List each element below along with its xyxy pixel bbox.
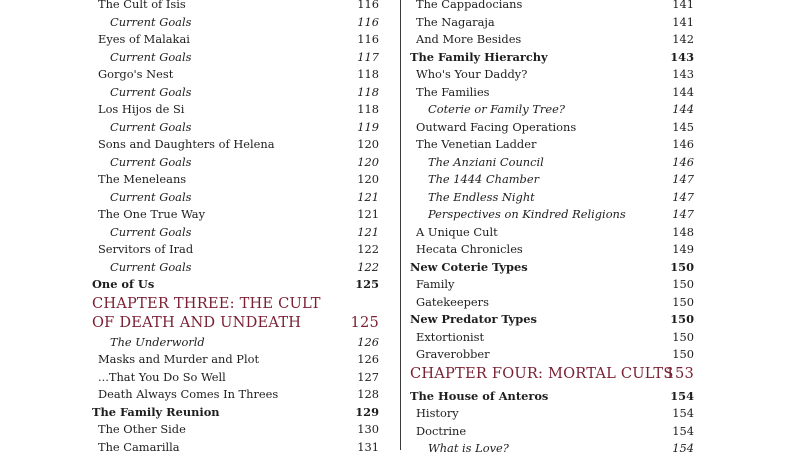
toc-entry[interactable] bbox=[92, 386, 379, 403]
toc-entry-title: Current Goals bbox=[110, 49, 192, 64]
toc-entry-title: Outward Facing Operations bbox=[416, 119, 577, 134]
toc-entry[interactable] bbox=[92, 439, 379, 456]
toc-entry[interactable] bbox=[92, 241, 379, 258]
toc-entry-title: The Nagaraja bbox=[416, 14, 495, 29]
toc-section-entry[interactable] bbox=[410, 388, 694, 405]
toc-subsection-entry[interactable] bbox=[410, 171, 694, 188]
toc-page-number: 118 bbox=[357, 102, 379, 116]
toc-page-number: 154 bbox=[672, 441, 694, 455]
toc-entry-title: Doctrine bbox=[416, 423, 467, 438]
toc-entry[interactable] bbox=[410, 423, 694, 440]
toc-entry-title: ...That You Do So Well bbox=[98, 369, 226, 384]
toc-page-number: 153 bbox=[665, 364, 694, 382]
toc-entry[interactable] bbox=[92, 136, 379, 153]
toc-subsection-entry[interactable] bbox=[410, 189, 694, 206]
toc-entry[interactable] bbox=[410, 294, 694, 311]
toc-entry[interactable] bbox=[92, 369, 379, 386]
toc-entry[interactable] bbox=[410, 119, 694, 136]
toc-entry-title: Masks and Murder and Plot bbox=[98, 352, 260, 366]
toc-entry-title: Eyes of Malakai bbox=[98, 32, 190, 46]
toc-page-number: 130 bbox=[357, 422, 379, 436]
toc-entry[interactable] bbox=[410, 405, 694, 422]
toc-page-number: 144 bbox=[672, 84, 694, 99]
toc-entry[interactable] bbox=[410, 329, 694, 346]
toc-page-number: 150 bbox=[672, 294, 694, 309]
toc-page-number: 147 bbox=[672, 189, 694, 204]
toc-entry-title: The Camarilla bbox=[98, 439, 180, 454]
toc-entry-title: The Endless Night bbox=[428, 189, 535, 204]
toc-entry-title: The Family Reunion bbox=[92, 404, 220, 419]
toc-entry-title: Current Goals bbox=[110, 154, 192, 169]
toc-entry-title: Servitors of Irad bbox=[98, 242, 194, 256]
toc-entry[interactable] bbox=[410, 66, 694, 83]
toc-entry[interactable] bbox=[410, 224, 694, 241]
toc-page-number: 125 bbox=[350, 313, 379, 331]
toc-entry-title: Graverobber bbox=[416, 347, 490, 361]
toc-page-number: 143 bbox=[672, 67, 694, 81]
toc-entry-title: Extortionist bbox=[416, 329, 485, 344]
toc-entry-title: Current Goals bbox=[110, 119, 192, 134]
toc-entry[interactable] bbox=[410, 136, 694, 153]
toc-entry-title: Hecata Chronicles bbox=[416, 242, 523, 256]
toc-subsection-entry[interactable] bbox=[92, 14, 379, 31]
toc-entry-title: History bbox=[416, 406, 459, 420]
toc-entry-title: Death Always Comes In Threes bbox=[98, 387, 279, 401]
toc-chapter-heading[interactable] bbox=[410, 364, 694, 384]
toc-page-number: 121 bbox=[357, 189, 379, 204]
toc-entry[interactable] bbox=[410, 276, 694, 293]
toc-page-number: 141 bbox=[672, 0, 694, 11]
toc-page-number: 131 bbox=[357, 439, 379, 454]
toc-entry[interactable] bbox=[92, 31, 379, 48]
toc-page-number: 116 bbox=[357, 14, 379, 29]
toc-entry-title: CHAPTER FOUR: MORTAL CULTS bbox=[410, 364, 674, 382]
toc-entry[interactable] bbox=[92, 0, 379, 13]
toc-subsection-entry[interactable] bbox=[92, 334, 379, 351]
toc-entry-title: One of Us bbox=[92, 277, 155, 291]
toc-page-number: 154 bbox=[672, 406, 694, 420]
toc-entry-title: The Cult of Isis bbox=[98, 0, 186, 11]
toc-page-number: 150 bbox=[670, 312, 694, 326]
toc-entry-title: Who's Your Daddy? bbox=[416, 67, 528, 81]
toc-page-number: 129 bbox=[355, 404, 379, 419]
toc-page-number: 146 bbox=[672, 154, 694, 169]
toc-page-number: 119 bbox=[357, 119, 379, 134]
toc-entry-title: The Anziani Council bbox=[428, 154, 544, 169]
toc-entry-title: CHAPTER THREE: THE CULT OF DEATH AND UNDEATH bbox=[92, 294, 321, 331]
toc-subsection-entry[interactable] bbox=[410, 101, 694, 118]
toc-page-number: 125 bbox=[355, 277, 379, 291]
toc-entry[interactable] bbox=[92, 351, 379, 368]
toc-entry-title: Gatekeepers bbox=[416, 294, 489, 309]
toc-section-entry[interactable] bbox=[410, 259, 694, 276]
toc-entry-title: The Venetian Ladder bbox=[416, 137, 537, 151]
toc-section-entry[interactable] bbox=[410, 311, 694, 328]
toc-entry-title: New Predator Types bbox=[410, 312, 537, 326]
toc-page-number: 142 bbox=[672, 32, 694, 46]
toc-entry-title: Sons and Daughters of Helena bbox=[98, 137, 275, 151]
toc-entry-title: Los Hijos de Si bbox=[98, 102, 185, 116]
toc-page-number: 145 bbox=[672, 119, 694, 134]
toc-page-number: 120 bbox=[357, 137, 379, 151]
toc-page-number: 118 bbox=[357, 67, 379, 81]
toc-page-number: 116 bbox=[357, 0, 379, 11]
toc-entry-title: New Coterie Types bbox=[410, 259, 528, 274]
toc-entry[interactable] bbox=[410, 0, 694, 13]
toc-page-number: 118 bbox=[357, 84, 379, 99]
toc-entry[interactable] bbox=[92, 206, 379, 223]
toc-page-number: 146 bbox=[672, 137, 694, 151]
toc-page-number: 117 bbox=[357, 49, 379, 64]
toc-subsection-entry[interactable] bbox=[92, 259, 379, 276]
toc-page-number: 150 bbox=[672, 277, 694, 291]
toc-page-number: 116 bbox=[357, 32, 379, 46]
toc-page-number: 122 bbox=[357, 259, 379, 274]
toc-entry[interactable] bbox=[92, 66, 379, 83]
toc-section-entry[interactable] bbox=[410, 49, 694, 66]
toc-page-number: 141 bbox=[672, 14, 694, 29]
toc-page-number: 149 bbox=[672, 242, 694, 256]
toc-entry-title: What is Love? bbox=[428, 441, 509, 455]
toc-page-number: 150 bbox=[672, 347, 694, 361]
toc-entry-title: The Meneleans bbox=[98, 172, 187, 186]
toc-page-number: 150 bbox=[670, 259, 694, 274]
toc-entry-title: A Unique Cult bbox=[416, 224, 498, 239]
toc-entry[interactable] bbox=[92, 171, 379, 188]
toc-entry-title: Gorgo's Nest bbox=[98, 67, 174, 81]
toc-entry[interactable] bbox=[410, 84, 694, 101]
toc-page-number: 120 bbox=[357, 172, 379, 186]
toc-entry-title: Current Goals bbox=[110, 189, 192, 204]
toc-subsection-entry[interactable] bbox=[92, 119, 379, 136]
toc-page-number: 147 bbox=[672, 207, 694, 221]
toc-entry[interactable] bbox=[92, 421, 379, 438]
toc-entry[interactable] bbox=[410, 241, 694, 258]
toc-entry-title: The Cappadocians bbox=[416, 0, 523, 11]
toc-page-number: 126 bbox=[357, 352, 379, 366]
toc-entry-title: Coterie or Family Tree? bbox=[428, 102, 565, 116]
toc-entry-title: The Other Side bbox=[98, 422, 186, 436]
toc-page-number: 120 bbox=[357, 154, 379, 169]
toc-page-number: 121 bbox=[357, 224, 379, 239]
toc-entry-title: The Family Hierarchy bbox=[410, 49, 548, 64]
toc-subsection-entry[interactable] bbox=[92, 84, 379, 101]
toc-entry-title: The Underworld bbox=[110, 334, 205, 349]
toc-entry-title: Perspectives on Kindred Religions bbox=[428, 207, 626, 221]
toc-entry-title: Current Goals bbox=[110, 84, 192, 99]
column-divider bbox=[400, 0, 401, 450]
toc-page-number: 128 bbox=[357, 387, 379, 401]
toc-section-entry[interactable] bbox=[92, 276, 379, 293]
toc-entry-title: And More Besides bbox=[416, 32, 522, 46]
toc-entry-title: The One True Way bbox=[98, 207, 206, 221]
toc-entry-title: Family bbox=[416, 277, 455, 291]
toc-entry-title: Current Goals bbox=[110, 224, 192, 239]
toc-entry-title: Current Goals bbox=[110, 259, 192, 274]
toc-subsection-entry[interactable] bbox=[92, 154, 379, 171]
toc-page-number: 121 bbox=[357, 207, 379, 221]
toc-page-number: 143 bbox=[670, 49, 694, 64]
toc-entry[interactable] bbox=[410, 346, 694, 363]
toc-subsection-entry[interactable] bbox=[92, 49, 379, 66]
toc-page-number: 122 bbox=[357, 242, 379, 256]
toc-entry[interactable] bbox=[92, 101, 379, 118]
toc-page-number: 147 bbox=[672, 172, 694, 186]
toc-page-number: 144 bbox=[672, 102, 694, 116]
toc-entry[interactable] bbox=[410, 31, 694, 48]
toc-page-number: 154 bbox=[672, 423, 694, 438]
toc-chapter-heading[interactable] bbox=[92, 294, 379, 334]
toc-subsection-entry[interactable] bbox=[92, 189, 379, 206]
toc-page-number: 150 bbox=[672, 329, 694, 344]
toc-page-number: 127 bbox=[357, 369, 379, 384]
toc-entry[interactable] bbox=[410, 14, 694, 31]
toc-subsection-entry[interactable] bbox=[410, 440, 694, 457]
toc-subsection-entry[interactable] bbox=[92, 224, 379, 241]
toc-entry-title: The 1444 Chamber bbox=[428, 172, 540, 186]
toc-page-number: 154 bbox=[670, 388, 694, 403]
toc-entry-title: The Families bbox=[416, 84, 490, 99]
toc-section-entry[interactable] bbox=[92, 404, 379, 421]
toc-page-number: 148 bbox=[672, 224, 694, 239]
toc-entry-title: Current Goals bbox=[110, 14, 192, 29]
toc-page-number: 126 bbox=[357, 334, 379, 349]
toc-entry-title: The House of Anteros bbox=[410, 388, 549, 403]
toc-subsection-entry[interactable] bbox=[410, 154, 694, 171]
toc-subsection-entry[interactable] bbox=[410, 206, 694, 223]
